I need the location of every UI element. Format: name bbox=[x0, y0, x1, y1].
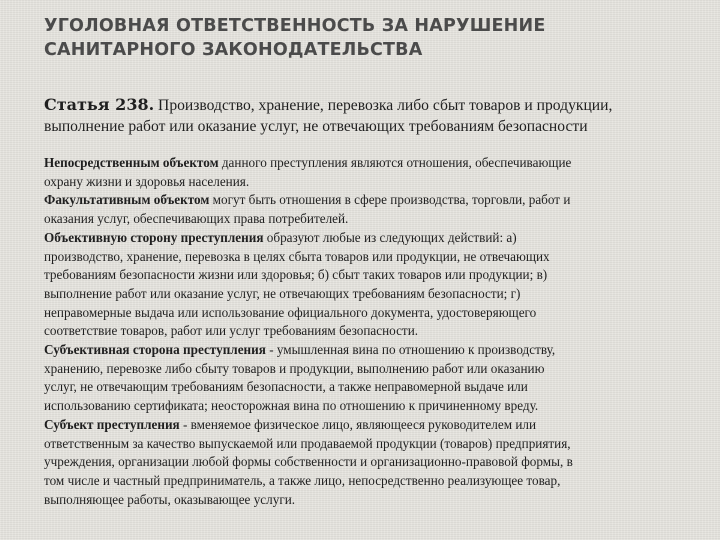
body-text: - вменяемое физическое лицо, являющееся руководителем или bbox=[179, 416, 537, 432]
term-subjective-side: Субъективная сторона преступления bbox=[44, 342, 266, 358]
body-line: производство, хранение, перевозка в целях сбыта товаров или продукции, не отвечающих bbox=[44, 248, 550, 264]
body-line: учреждения, организации любой формы собственности и организационно-правовой формы, в bbox=[44, 454, 573, 470]
body-text: - умышленная вина по отношению к производству, bbox=[265, 342, 556, 358]
body-line bbox=[44, 154, 709, 173]
body-line: ответственным за качество выпускаемой или продаваемой продукции (товаров) предприятия, bbox=[44, 435, 571, 451]
body-line bbox=[44, 229, 709, 248]
body-line: неправомерные выдача или использование официального документа, удостоверяющего bbox=[44, 304, 537, 320]
term-subject: Субъект преступления bbox=[44, 416, 180, 432]
body-line bbox=[44, 191, 709, 210]
term-optional-object: Факультативным объектом bbox=[44, 192, 210, 208]
body-line: требованиям безопасности жизни или здоровья; б) сбыт таких товаров или продукции; в) bbox=[44, 267, 548, 283]
article-heading bbox=[44, 94, 709, 137]
body-line: выполнение работ или оказание услуг, не отвечающих требованиям безопасности; г) bbox=[44, 285, 521, 301]
body-text: данного преступления являются отношения, обеспечивающие bbox=[218, 155, 572, 170]
article-body bbox=[44, 154, 709, 509]
article-number: Статья 238. bbox=[44, 95, 155, 114]
article-line-1 bbox=[44, 94, 709, 116]
body-text: могут быть отношения в сфере производства, торговли, работ и bbox=[209, 192, 571, 208]
body-line: выполняющее работы, оказывающее услуги. bbox=[44, 491, 296, 507]
body-line: услуг, не отвечающим требованиям безопасности, а также неправомерной выдаче или bbox=[44, 379, 528, 395]
body-line: том числе и частный предприниматель, а также лицо, непосредственно реализующее товар, bbox=[44, 472, 561, 488]
body-text: образуют любые из следующих действий: а) bbox=[263, 229, 517, 245]
title-line-1: УГОЛОВНАЯ ОТВЕТСТВЕННОСТЬ ЗА НАРУШЕНИЕ bbox=[44, 16, 546, 36]
body-line: использованию сертификата; неосторожная вина по отношению к причиненному вреду. bbox=[44, 398, 539, 414]
article-title-part-1: Производство, хранение, перевозка либо сбыт товаров и продукции, bbox=[154, 97, 613, 114]
title-line-2: САНИТАРНОГО ЗАКОНОДАТЕЛЬСТВА bbox=[44, 40, 423, 60]
body-line: хранению, перевозке либо сбыту товаров и продукции, выполнению работ или оказанию bbox=[44, 360, 545, 376]
body-line bbox=[44, 416, 709, 435]
slide-title bbox=[44, 14, 704, 62]
body-line: соответствие товаров, работ или услуг требованиям безопасности. bbox=[44, 323, 419, 339]
article-line-2: выполнение работ или оказание услуг, не отвечающих требованиям безопасности bbox=[44, 118, 588, 135]
term-objective-side: Объективную сторону преступления bbox=[44, 229, 264, 245]
body-line: охрану жизни и здоровья населения. bbox=[44, 173, 250, 189]
body-line: оказания услуг, обеспечивающих права потребителей. bbox=[44, 211, 349, 227]
term-direct-object: Непосредственным объектом bbox=[44, 155, 219, 170]
body-line bbox=[44, 341, 709, 360]
